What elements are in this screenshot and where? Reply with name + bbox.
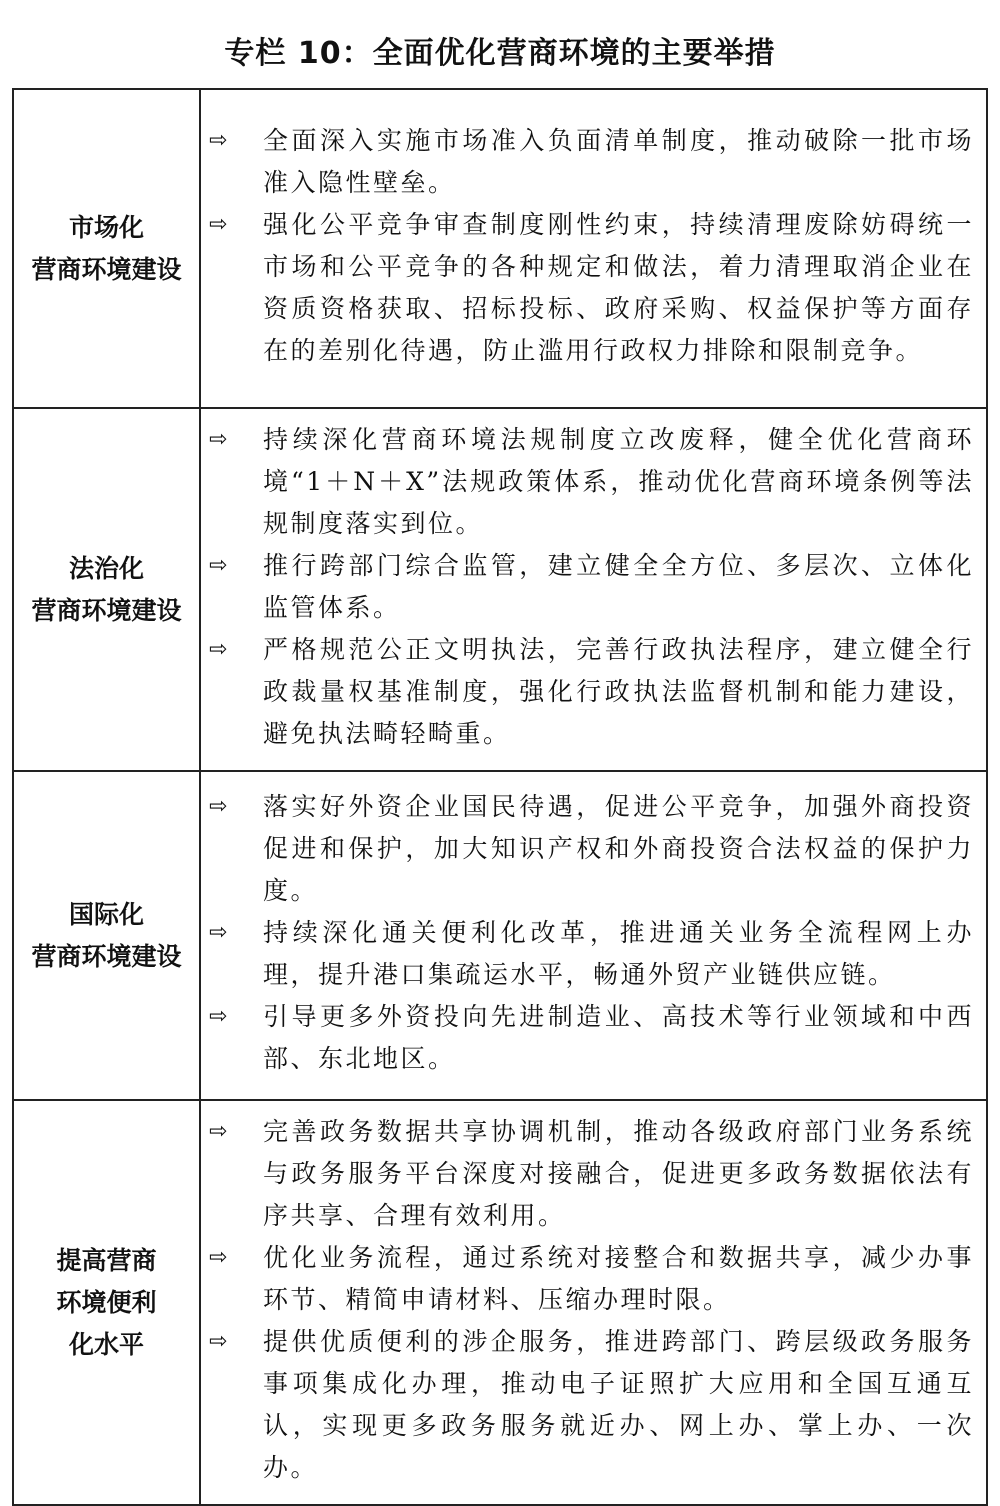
measures-table bbox=[12, 88, 988, 1506]
category-cell bbox=[13, 771, 200, 1100]
arrow-right-icon: ⇨ bbox=[209, 794, 228, 819]
measures-cell bbox=[200, 1100, 987, 1505]
list-item bbox=[209, 204, 974, 372]
measure-text: 落实好外资企业国民待遇，促进公平竞争，加强外商投资促进和保护，加大知识产权和外商投资合法权益的保护力度。 bbox=[263, 792, 974, 905]
arrow-right-icon: ⇨ bbox=[209, 427, 228, 452]
list-item bbox=[209, 786, 974, 912]
arrow-right-icon: ⇨ bbox=[209, 920, 228, 945]
measures-cell bbox=[200, 89, 987, 408]
arrow-right-icon: ⇨ bbox=[209, 1329, 228, 1354]
measures-cell bbox=[200, 771, 987, 1100]
column-title: 专栏 10：全面优化营商环境的主要举措 bbox=[224, 36, 776, 71]
measure-text: 完善政务数据共享协调机制，推动各级政府部门业务系统与政务服务平台深度对接融合，促进更多政务数据依法有序共享、合理有效利用。 bbox=[263, 1117, 974, 1230]
measure-text: 全面深入实施市场准入负面清单制度，推动破除一批市场准入隐性壁垒。 bbox=[263, 126, 974, 197]
table-row bbox=[13, 1100, 987, 1505]
arrow-right-icon: ⇨ bbox=[209, 637, 228, 662]
table-row bbox=[13, 771, 987, 1100]
measure-text: 引导更多外资投向先进制造业、高技术等行业领域和中西部、东北地区。 bbox=[263, 1002, 974, 1073]
measure-text: 优化业务流程，通过系统对接整合和数据共享，减少办事环节、精简申请材料、压缩办理时限。 bbox=[263, 1243, 974, 1314]
category-label-line: 环境便利 bbox=[56, 1287, 157, 1317]
arrow-right-icon: ⇨ bbox=[209, 553, 228, 578]
arrow-right-icon: ⇨ bbox=[209, 212, 228, 237]
measure-text: 推行跨部门综合监管，建立健全全方位、多层次、立体化监管体系。 bbox=[263, 551, 974, 622]
category-cell bbox=[13, 408, 200, 771]
category-cell bbox=[13, 1100, 200, 1505]
arrow-right-icon: ⇨ bbox=[209, 1245, 228, 1270]
measure-text: 强化公平竞争审查制度刚性约束，持续清理废除妨碍统一市场和公平竞争的各种规定和做法，着力清理取消企业在资质资格获取、招标投标、政府采购、权益保护等方面存在的差别化待遇，防止滥用行政权力排除和限制竞争。 bbox=[263, 210, 974, 365]
table-row bbox=[13, 408, 987, 771]
list-item bbox=[209, 545, 974, 629]
list-item bbox=[209, 912, 974, 996]
category-label-line: 提高营商 bbox=[56, 1245, 157, 1275]
arrow-right-icon: ⇨ bbox=[209, 128, 228, 153]
list-item bbox=[209, 629, 974, 755]
category-label-line: 化水平 bbox=[68, 1329, 144, 1359]
list-item bbox=[209, 1237, 974, 1321]
list-item bbox=[209, 419, 974, 545]
category-label-line: 营商环境建设 bbox=[31, 254, 182, 284]
category-label-line: 营商环境建设 bbox=[31, 941, 182, 971]
measures-cell bbox=[200, 408, 987, 771]
measure-text: 持续深化通关便利化改革，推进通关业务全流程网上办理，提升港口集疏运水平，畅通外贸产业链供应链。 bbox=[263, 918, 974, 989]
category-label-line: 国际化 bbox=[68, 899, 144, 929]
category-label-line: 法治化 bbox=[68, 553, 144, 583]
list-item bbox=[209, 120, 974, 204]
table-row bbox=[13, 89, 987, 408]
list-item bbox=[209, 1111, 974, 1237]
category-label-line: 营商环境建设 bbox=[31, 595, 182, 625]
list-item bbox=[209, 1321, 974, 1489]
measure-text: 持续深化营商环境法规制度立改废释，健全优化营商环境“1＋N＋X”法规政策体系，推动优化营商环境条例等法规制度落实到位。 bbox=[263, 425, 974, 538]
measure-text: 严格规范公正文明执法，完善行政执法程序，建立健全行政裁量权基准制度，强化行政执法监督机制和能力建设，避免执法畸轻畸重。 bbox=[263, 635, 974, 748]
arrow-right-icon: ⇨ bbox=[209, 1119, 228, 1144]
arrow-right-icon: ⇨ bbox=[209, 1004, 228, 1029]
list-item bbox=[209, 996, 974, 1080]
measure-text: 提供优质便利的涉企服务，推进跨部门、跨层级政务服务事项集成化办理，推动电子证照扩大应用和全国互通互认，实现更多政务服务就近办、网上办、掌上办、一次办。 bbox=[263, 1327, 974, 1482]
category-cell bbox=[13, 89, 200, 408]
category-label-line: 市场化 bbox=[68, 212, 144, 242]
